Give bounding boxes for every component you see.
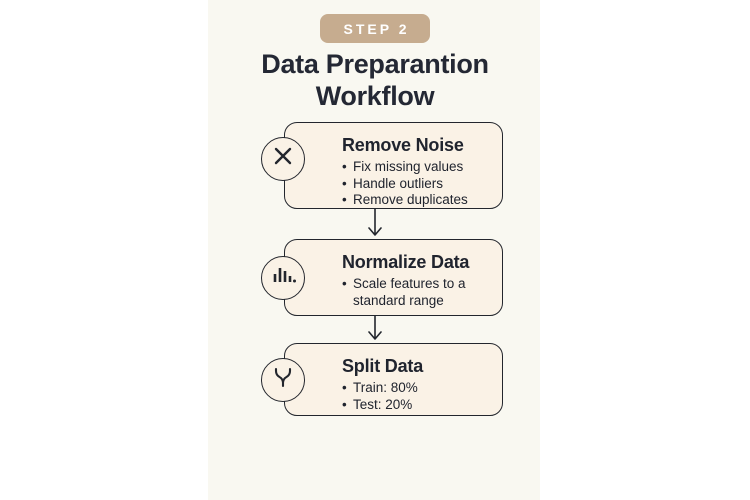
normalize-data-icon-circle bbox=[261, 256, 305, 300]
page-title bbox=[210, 48, 540, 112]
step-title: Split Data bbox=[342, 356, 424, 376]
page-title-line2: Workflow bbox=[315, 81, 435, 111]
x-cross-icon bbox=[268, 141, 298, 176]
step-box-normalize-data bbox=[284, 239, 503, 316]
list-item: • Scale features to a standard range bbox=[342, 276, 466, 308]
list-item: • Fix missing values bbox=[342, 159, 464, 174]
bullet-list bbox=[342, 159, 492, 209]
page-title-line1: Data Preparantion bbox=[261, 49, 489, 79]
bullet-list bbox=[342, 380, 492, 413]
split-fork-icon bbox=[268, 362, 298, 397]
remove-noise-icon-circle bbox=[261, 137, 305, 181]
split-data-icon-circle bbox=[261, 358, 305, 402]
step-box-remove-noise bbox=[284, 122, 503, 209]
list-item: • Remove duplicates bbox=[342, 192, 468, 207]
list-item: • Test: 20% bbox=[342, 396, 413, 412]
step-title: Remove Noise bbox=[342, 135, 464, 155]
step-title: Normalize Data bbox=[342, 252, 470, 272]
step-badge-label: STEP 2 bbox=[343, 20, 410, 37]
list-item: • Handle outliers bbox=[342, 175, 444, 191]
step-badge bbox=[320, 14, 430, 43]
bullet-list bbox=[342, 276, 492, 309]
bar-chart-icon bbox=[268, 260, 298, 295]
step-box-split-data bbox=[284, 343, 503, 416]
list-item: • Train: 80% bbox=[342, 380, 418, 395]
